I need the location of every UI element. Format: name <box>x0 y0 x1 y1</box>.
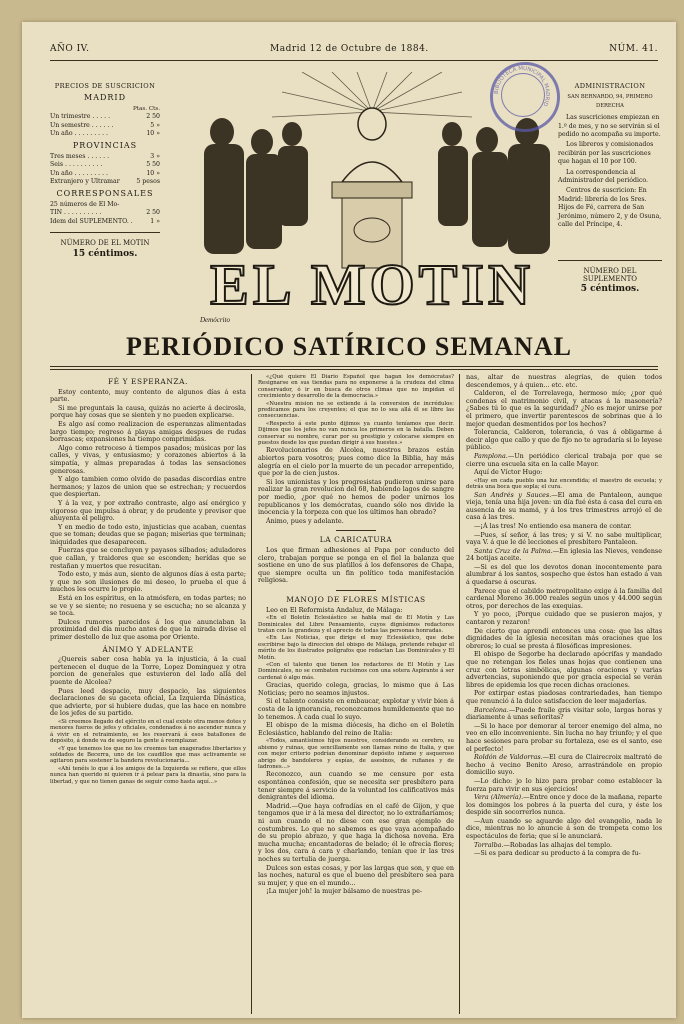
paragraph: —Si es para dedicar su producto á la compra de fu- <box>474 849 641 858</box>
paragraph: nas, altar de nuestras alegrías, de quien todos descendemos, y á quien... etc. etc. <box>466 374 662 389</box>
paragraph: Y en medio de todo esto, injusticias que acaban, cuentas que se toman; deudas que se pagan; miserias que terminan; iniquidades que desaparecen. <box>50 522 246 546</box>
stamp-text-ring <box>490 62 554 126</box>
paragraph: ¿Quereis saber cosa habla ya la injusticia, á la cual pertenecen el duque de la Torre, Lopez Dominguez y otra porcion de generales que estuvieron del lado allá del puente de Alcolea? <box>50 655 246 686</box>
price-row: Tres meses . . . . . . 3 » <box>50 152 160 160</box>
paragraph: El obispo de Segorbe ha declarado apócrifas y mandado que no retengan los fieles unas hojas que contienen una cruz con letras simbólicas, algunas oraciones y varias advertencias, suponiendo que por gracia especial se verán libres de epidemia los que recen dichas oraciones. <box>466 650 662 689</box>
article-heading: MANOJO DE FLORES MÍSTICAS <box>286 594 426 604</box>
section-separator <box>336 530 376 531</box>
article-heading: FÉ Y ESPERANZA. <box>107 377 189 386</box>
quote-paragraph: «Respecto á este punto dijimos ya cuanto teníamos que decir. Dijimos que los jefes no van nunca los primeros en la batalla. Deben conservar su nombre, curar por su prestigio y colocarse siempre en puestos desde los que puedan dirigir á sus huestes.» <box>258 420 454 447</box>
paragraph: —Si lo hace por demorar al tercer enemigo del alma, no veo en ello inconveniente. Sin lucha no hay triunfo; y el que hace sesiones para probar su fortaleza, ese es el santo, ese el perfecto! <box>466 721 662 753</box>
volume: AÑO IV. <box>50 44 90 54</box>
issue-price: 15 céntimos. <box>72 248 138 259</box>
panel-rule <box>558 260 662 261</box>
news-item: Santa Cruz de la Palma.—En iglesia las Nieves, vendense 24 botijas aceite. <box>466 546 662 563</box>
issue-number: NÚM. 41. <box>609 44 658 54</box>
paragraph: Y algo tambien como olvido de pasadas discordias entre hermanos; y lazos de union que se estrechan; y recuerdos que despiertan. <box>50 475 246 499</box>
news-item: Pamplona.—Un periódico clerical trabaja por que se cierre una escuela sita en la calle Mayor. <box>466 451 662 468</box>
price-row: Un año . . . . . . . . . 10 » <box>50 130 160 138</box>
paragraph: —Si es del que los devotos donan inocentemente para alumbrar á los santos, sospecho que éstos han estado á van á quedarse á oscuras. <box>466 562 662 587</box>
paragraph: El obispo de la misma diócesis, ha dicho en el Boletín Eclesiástico, hablando del reino de Italia: <box>258 721 454 737</box>
supplement-label: NÚMERO DEL SUPLEMENTO <box>583 266 637 283</box>
panel-rule <box>50 232 160 233</box>
paragraph: Leo en El Reformista Andaluz, de Málaga: <box>266 605 403 614</box>
paragraph: Tolerancia, Calderon, tolerancia, ó vas á obligarme á decir algo que callo y que de fijo no te agradaría si lo leyese público. <box>466 428 662 452</box>
quote-paragraph: «Y que tenemos los que no los creemos tan exagerados libertarios y soldados de Becerra, uno de los caudillos que mas activamente se agitaron para sostener la bandera revolucionaria... <box>50 745 246 765</box>
paragraph: Por extirpar estas piadosas contrariedades, han tiempo que renunció á la dulce satisfaccion de leer majaderías. <box>466 689 662 705</box>
article-heading: LA CARICATURA <box>319 535 393 545</box>
paragraph: Si me preguntais la causa, quizás no acierte á decirosla, porque hay cosas que se sienten y no pueden explicarse. <box>50 403 246 420</box>
subscription-prices <box>50 82 160 258</box>
header-bar <box>50 44 658 58</box>
column-divider <box>459 374 460 1014</box>
article-heading: ÁNIMO Y ADELANTE <box>102 644 194 654</box>
paragraph: —Lo dicho: jo lo hizo para probar como establecer la fuerza para vivir en sus ejercicios! <box>466 776 662 793</box>
paragraph: Pues leed despacio, muy despacio, las siguientes declaraciones de su gaceta oficial, La Izquierda Dinástica, que advierte, por si hubiere dudas, que las hace en nombre de los jefes de su partido. <box>50 686 246 718</box>
paragraph: Fuerzas que se concluyen y payasos silbados; aduladores que callan, y traidores que se esconden; herídas que se restañan y muertos que resucitan. <box>50 546 246 570</box>
paragraph: Si el talento consiste en embaucar, explotar y vivir bien á costa de la ignorancia, reconozcamos humildemente que no lo tenemos. Á cada cual lo suyo. <box>258 697 454 721</box>
admin-paragraph: Centros de suscricion: En Madrid: librería de los Sres. Hijos de Fé, carrera de San Jerónimo, número 2, y de Osuna, calle del Príncipe, 4. <box>558 187 662 229</box>
paragraph: —¡Á las tres! No entiendo esa manera de contar. <box>474 521 632 530</box>
newspaper-page <box>22 22 676 1018</box>
quote-paragraph: «Si creemos llegado del ejército en el cual existe otra menos dotes y menores fueros de jefes y oficiales, condenados á no ascender nunca y á vivir en el retraimiento, se les reservará á esos batallones de depósito, á donde va de seguro la gente á reemplazar. <box>50 718 246 745</box>
paragraph: Revolucionarios de Alcolea, nuestros brazos están abiertos para vosotros; pues como dice la Biblia, hay más alegría en el cielo por la muerte de un pecador arrepentido, que por la de cien justos. <box>258 446 454 478</box>
paragraph: Gracias, querido colega, gracias, lo mismo que á Las Noticias; pero no seamos injustos. <box>258 681 454 697</box>
paragraph: Y yo poco, ¡Porque cuidado que se pusieron majos, y cantaron y rezaron! <box>466 610 662 627</box>
news-item: Roldón de Valdorras.—El cura de Clairecroix maltrató de hecho á vecino Benito Areso, arrastrándole en propio domicilio suyo. <box>466 753 662 777</box>
stamp-text: BIBLIOTECA MUNICIPAL MADRID <box>493 65 551 107</box>
paragraph: Dulces son estas cosas, y por las largas que son, y que en las noches, natural es que el bueno del presbítero sea para su mujer, y que en el mundo... <box>258 863 454 887</box>
paragraph: —Aun cuando se aguarde algo del evangelio, nada le dice, mientras no lo anuncie á son de trompeta como los espectáculos de feria; que sí le anunciará. <box>466 816 662 841</box>
issue-label: NÚMERO DE EL MOTIN <box>60 239 150 248</box>
price-row: Extranjero y Ultramar 5 pesos <box>50 178 160 186</box>
news-item: Vera (Almería).—Entre once y doce de la mañana, reparte los domingos los pobres á la puerta del cura, y éste los despide sin socorrerlos nunca. <box>466 793 662 817</box>
admin-paragraph: La correspondencia al Administrador del periódico. <box>558 168 648 185</box>
supplement-price: 5 céntimos. <box>580 284 640 295</box>
subtitle-rule-2 <box>50 369 658 370</box>
paragraph: Dulces rumores parecidos á los que anunciaban la proximidad del día mucho antes de que la mirada divise el primer destello de luz que asoma por Oriente. <box>50 617 246 641</box>
paragraph: Todo esto, y más aun, siento de algunos días á esta parte; y que no son ilusiones de mi deseo, lo prueba el que á muchos les ocurre lo propio. <box>50 570 246 594</box>
quote-paragraph: «Ahí tenéis lo que á los amigos de la Izquierda se refiere, que ellos nunca han querido ni quieren ir á pelear para la dinastía, sino para la libertad, y que no tienen ganas de seguir como hasta aquí...» <box>50 765 246 785</box>
newspaper-subtitle: PERIÓDICO SATÍRICO SEMANAL <box>126 332 572 361</box>
paragraph: Madrid.—Que haya cofradías en el café de Gijon, y que tengamos que ir á la mesa del director, no lo extrañaríamos; ni aun cuando el no diese con ese gran ejemplo de costumbres. Lo que no sabemos es que vaya acompañado de su propio abrazo, y que haga la dichosa novena. Era mucha mucha; encantadoras de belado; él le ofrecía flores; y los dos, cara á cara y charlando, tenían que ir las tres noches su tertulia de juerga. <box>258 801 454 863</box>
admin-paragraph: Las suscriciones empiezan en 1.º de mes, y no se servirán si el pedido no acompaña su importe. <box>558 114 661 139</box>
issue-date: Madrid 12 de Octubre de 1884. <box>270 44 429 54</box>
price-row: Un trimestre . . . . . 2 50 <box>50 113 160 121</box>
subtitle-rule <box>50 366 658 367</box>
quote-paragraph: «¿Qué quiere El Diario Español que hagan los demócratas? Resignarse en sus tiendas para no exponerse á la crudeza del clima conservador, ó ir en busca de otros climas que no impidan el crecimiento y desarrollo de la democracia.» <box>258 374 454 400</box>
library-stamp <box>490 62 560 132</box>
price-row: Seis . . . . . . . . . . 5 50 <box>50 161 160 169</box>
admin-title: ADMINISTRACION <box>574 82 646 90</box>
provincias-rows <box>50 153 160 187</box>
masthead-title: EL MOTIN <box>210 252 534 317</box>
quote-paragraph: «Todos, amantísimos hijos nuestros, considerando su cerebro, su abismo y ruinas, que sencillamente son llamas reino de Italia, y que con mejor criterio podrían denominar depósito infame y asqueroso abrigo de bandoleros y espías, de asesinos, de rufianes y de ladrones...» <box>258 738 454 770</box>
paragraph: Ánimo, pues y adelante. <box>266 516 344 525</box>
column-2 <box>258 374 454 1014</box>
quote-paragraph: «En el Boletín Eclesiástico se habla mal de El Motín y Las Dominicales del Libre Pensamiento, cuyos dignísimos redactores tratan con la grandeza y el aprecio de todas las personas honradas. <box>258 615 454 634</box>
header-rule <box>50 60 658 61</box>
corresponsales-rows <box>50 201 160 226</box>
units-label: Ptas. Cts. <box>133 105 160 112</box>
paragraph: ¡La mujer joh! la mujer bálsamo de nuestras pe- <box>266 887 423 896</box>
column-3 <box>466 374 662 1014</box>
madrid-rows <box>50 113 160 138</box>
artist-signature: Demócrito <box>200 316 230 324</box>
admin-paragraph: Los libreros y comisionados recibirán por las suscriciones que hagan el 10 por 100. <box>558 141 654 166</box>
provincias-label: PROVINCIAS <box>72 141 138 151</box>
section-separator <box>336 590 376 591</box>
paragraph: Parece que el cabildo metropolitano exige á la familia del cardenal Moreno 36.000 reales según unos y 44.000 según otros, por derechos de las exequias. <box>466 586 662 610</box>
paragraph: Está en los espíritus, en la atmósfera, en todas partes; no se ve y se siente; no resuena y se escucha; no se alcanza y se toca. <box>50 594 246 618</box>
column-divider <box>251 374 252 1014</box>
quote-paragraph: «En Las Noticias, que dirige el muy Eclesiástico, que debe escribirse bajo la direccion del obispo de Málaga, pretende rebajar el mérito de los ilustrados polígrafos que redactan Las Dominicales y El Motín. <box>258 635 454 661</box>
column-1 <box>50 374 246 1014</box>
admin-address: SAN BERNARDO, 94, PRIMERO DERECHA <box>567 94 653 109</box>
madrid-label: MADRID <box>84 93 126 103</box>
paragraph: Reconozco, aun cuando se me censure por esta espontánea confesión, que se necesita ser presbítero para tener siempre á servicio de la voluntad los calificativos más denigrantes del idioma. <box>258 770 454 802</box>
price-row: Un año . . . . . . . . . 10 » <box>50 169 160 177</box>
quote-paragraph: «Con el talento que tienen los redactores de El Motín y Las Dominicales, no se combaten rucisimos con una sotera Aspirante á ser cardenal ó algo más. <box>258 662 454 681</box>
paragraph: De cierto que aprendí entonces una cosa: que las altas dignidades de la iglesia necesitan más oraciones que los obreros; lo cual se presta á filosóficas impresiones. <box>466 626 662 650</box>
paragraph: Si los unionistas y los progresistas pudieron unirse para realizar la gran revolucion del 68, habiendo lagos de sangre por medio, ¿por qué no hemos de poder unirnos los republicanos y los demócratas, cuando sólo nos divide la inocencia y la torpeza con que los últimos han obrado? <box>258 477 454 517</box>
central-bust <box>332 108 412 268</box>
paragraph: Es algo así como realizacion de esperanzas alimentadas largo tiempo; regreso á playas amigas despues de rudas borrascas; expansiones ha tiempo comprimidas. <box>50 419 246 444</box>
paragraph: Y á la vez, y por extraño contraste, algo así enérgico y vigoroso que impulsa á obrar, y de prudente y previsor que ahuyenta el peligro. <box>50 498 246 523</box>
price-row: 25 números de El Mo- <box>50 200 120 208</box>
quote-paragraph: «Hay en cada pueblo una luz encendida; el maestro de escuela; y detrás una boca que sopla; el cura. <box>466 477 662 491</box>
paragraph: Calderon, el de Torrelavega, hermoso mío; ¿por qué condenas el matrimonio civil, y atacas á la masonería? ¿Sabes tú lo que es la seguridad? ¿No es mejor unirse por el primero, que invertir parentescos de sobrinas que á lo mejor quedan desmentidos por los hechos? <box>466 389 662 428</box>
prices-title: PRECIOS DE SUSCRICION <box>54 82 156 90</box>
price-row: Idem del SUPLEMENTO. . 1 » <box>50 217 160 225</box>
news-item: San Andrés y Sauces.—El ama de Pantaleon, aunque vieja, tenía una hija joven: un día fué ésta á casa del cura en ausencia de su mamá, y á los tres trimestres arrojó el de casa á las tres. <box>466 490 662 522</box>
price-row: Un semestre . . . . . . 5 » <box>50 121 160 129</box>
paragraph: Aquí de Víctor Hugo: <box>474 468 543 477</box>
svg-text:BIBLIOTECA MUNICIPAL MADRID <box>494 66 550 107</box>
quote-paragraph: «Nuestra mision no se extiende á la conversion de incrédulos: predicamos para los creyentes; el que no lo sea allá él se libre las consecuencias. <box>258 400 454 420</box>
paragraph: —Pues, sí señor, á las tres; y si V. no sabe multiplicar, vaya V. á que le dé lecciones el presbítero Pantaleon. <box>466 530 662 547</box>
price-row: TIN . . . . . . . . . . 2 50 <box>50 209 160 217</box>
corresponsales-label: CORRESPONSALES <box>56 189 154 199</box>
administration-panel <box>558 82 662 294</box>
paragraph: Estoy contento, muy contento de algunos días á esta parte. <box>50 387 246 404</box>
paragraph: Algo como retroceso á tiempos pasados; músicas por las calles, y vivas, y entusiasmo; y corazones abiertos á la simpatía, y almas preparadas á todas las sensaciones generosas. <box>50 443 246 475</box>
news-item: Torralba.—Robadas las alhajas del templo. <box>474 840 612 849</box>
news-item: Barcelona.—Puede fraile gris visitar solo, largas horas y diariamente á unas señoritas? <box>466 705 662 722</box>
paragraph: Los que firman adhesiones al Papa por conducto del clero, trabajan porque se ponga en el fiel la balanza que sostiene en uno de sus platillos á los defensores de Chapa, que siempre oculta un fin político toda manifestación religiosa. <box>258 546 454 585</box>
